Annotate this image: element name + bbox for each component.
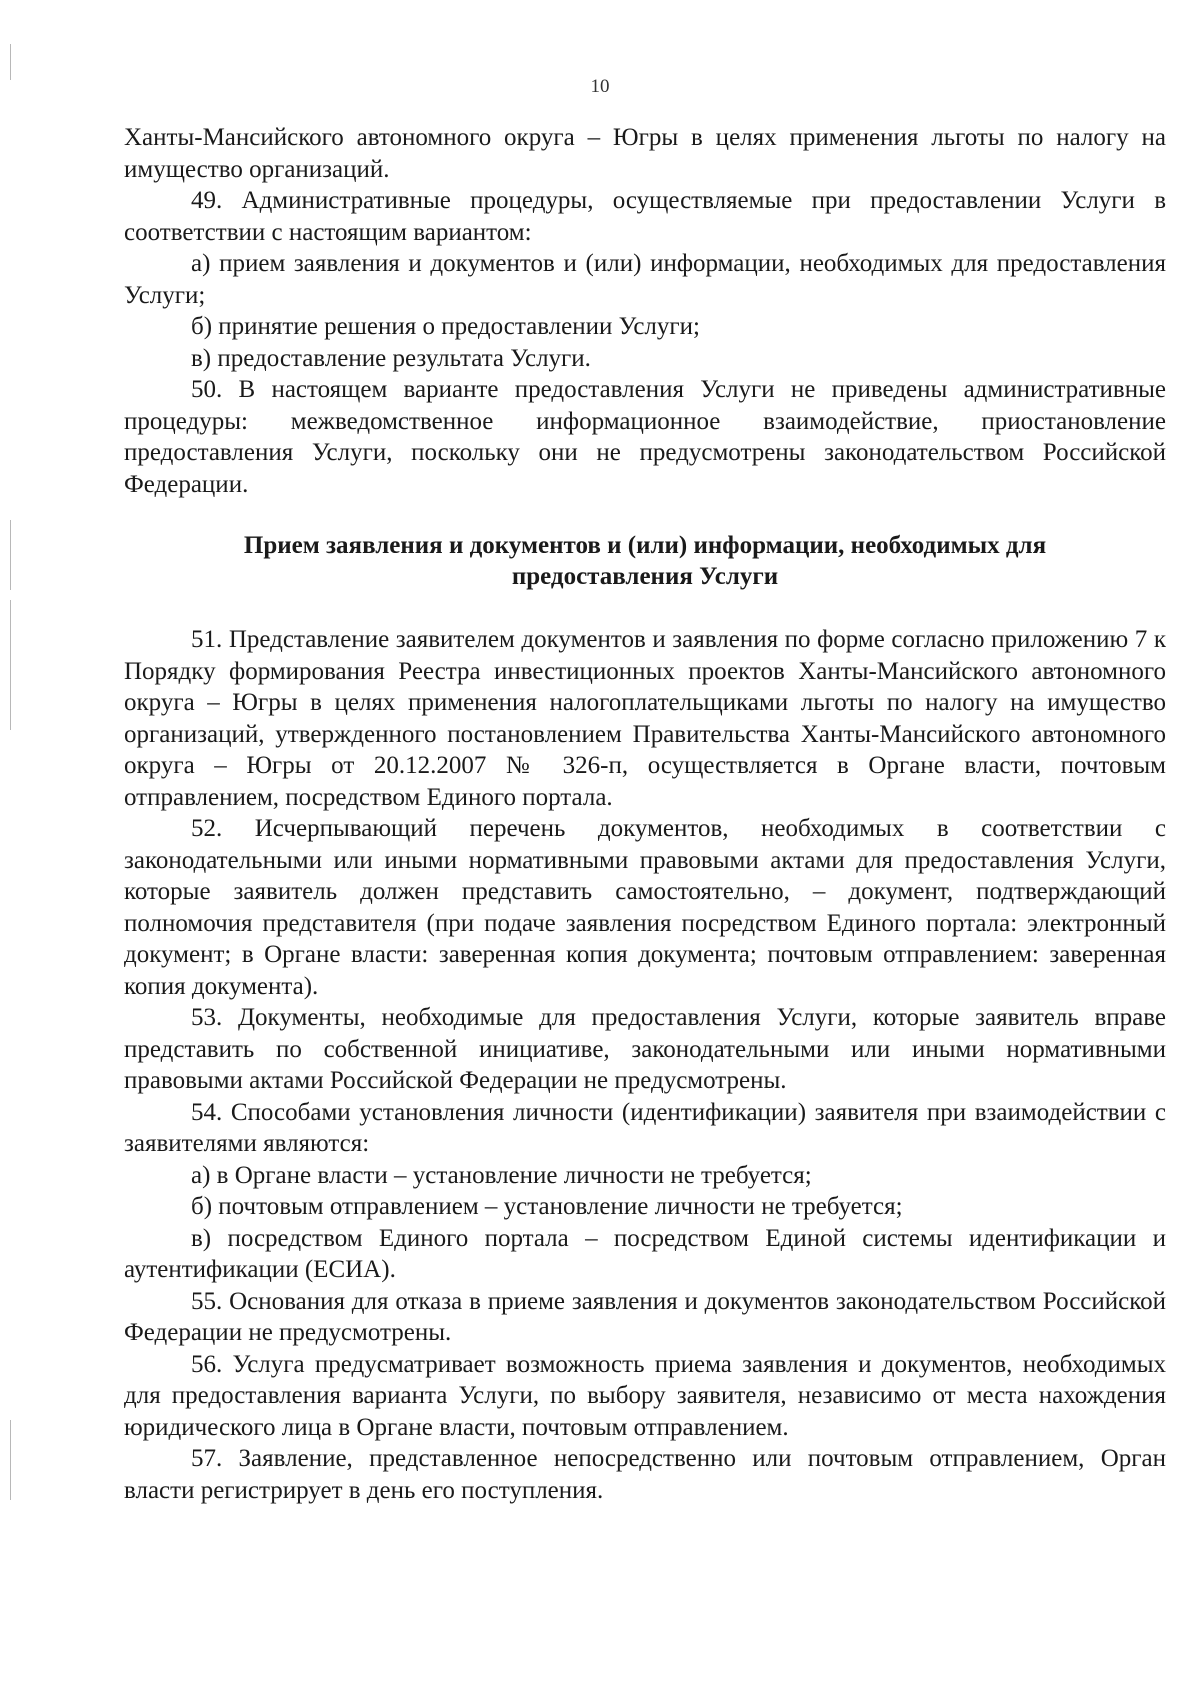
list-item-49c: в) предоставление результата Услуги. <box>191 344 591 372</box>
paragraph-50: 50. В настоящем варианте предоставления Услуги не приведены административные процедуры: межведомственное информационное взаимодействие, приостановление предоставления Услуги, поскольку они не предусмотрены законодательством Российской Федерации. <box>124 376 1166 498</box>
section-heading-line-2: предоставления Услуги <box>511 563 779 590</box>
scan-edge-mark <box>10 1420 11 1500</box>
paragraph-57: 57. Заявление, представленное непосредственно или почтовым отправлением, Орган власти регистрирует в день его поступления. <box>124 1445 1166 1504</box>
paragraph-55: 55. Основания для отказа в приеме заявления и документов законодательством Российской Федерации не предусмотрены. <box>124 1287 1166 1346</box>
paragraph-52: 52. Исчерпывающий перечень документов, необходимых в соответствии с законодательными или иными нормативными правовыми актами для предоставления Услуги, которые заявитель должен представить самостоятельно, – документ, подтверждающий полномочия представителя (при подаче заявления посредством Единого портала: электронный документ; в Органе власти: заверенная копия документа; почтовым отправлением: заверенная копия документа). <box>124 815 1166 1000</box>
list-item-54a: а) в Органе власти – установление личности не требуется; <box>191 1161 812 1189</box>
section-heading <box>124 530 1166 592</box>
list-item-54b: б) почтовым отправлением – установление личности не требуется; <box>191 1193 903 1220</box>
paragraph-53: 53. Документы, необходимые для предоставления Услуги, которые заявитель вправе представить по собственной инициативе, законодательными или иными нормативными правовыми актами Российской Федерации не предусмотрены. <box>124 1004 1166 1094</box>
paragraph-51: 51. Представление заявителем документов и заявления по форме согласно приложению 7 к Порядку формирования Реестра инвестиционных проектов Ханты-Мансийского автономного округа – Югры в целях применения налогоплательщиками льготы по налогу на имущество организаций, утвержденного постановлением Правительства Ханты-Мансийского автономного округа – Югры от 20.12.2007 № 326-п, осуществляется в Органе власти, почтовым отправлением, посредством Единого портала. <box>124 626 1166 811</box>
list-item-49a: а) прием заявления и документов и (или) информации, необходимых для предоставления Услуги; <box>124 250 1166 309</box>
scan-edge-mark <box>10 520 11 590</box>
paragraph-54: 54. Способами установления личности (идентификации) заявителя при взаимодействии с заявителями являются: <box>124 1098 1166 1157</box>
scan-edge-mark <box>10 600 11 730</box>
list-item-54c: в) посредством Единого портала – посредством Единой системы идентификации и аутентификации (ЕСИА). <box>124 1224 1166 1283</box>
scan-edge-mark <box>10 44 11 80</box>
section-heading-line-1: Прием заявления и документов и (или) информации, необходимых для <box>243 532 1047 559</box>
list-item-49b: б) принятие решения о предоставлении Услуги; <box>191 313 700 340</box>
page-number: 10 <box>590 76 610 97</box>
paragraph-continuation: Ханты-Мансийского автономного округа – Югры в целях применения льготы по налогу на имущество организаций. <box>124 124 1166 183</box>
paragraph-56: 56. Услуга предусматривает возможность приема заявления и документов, необходимых для предоставления варианта Услуги, по выбору заявителя, независимо от места нахождения юридического лица в Органе власти, почтовым отправлением. <box>124 1350 1166 1441</box>
paragraph-49: 49. Административные процедуры, осуществляемые при предоставлении Услуги в соответствии с настоящим вариантом: <box>124 187 1166 246</box>
document-body <box>124 122 1166 1506</box>
